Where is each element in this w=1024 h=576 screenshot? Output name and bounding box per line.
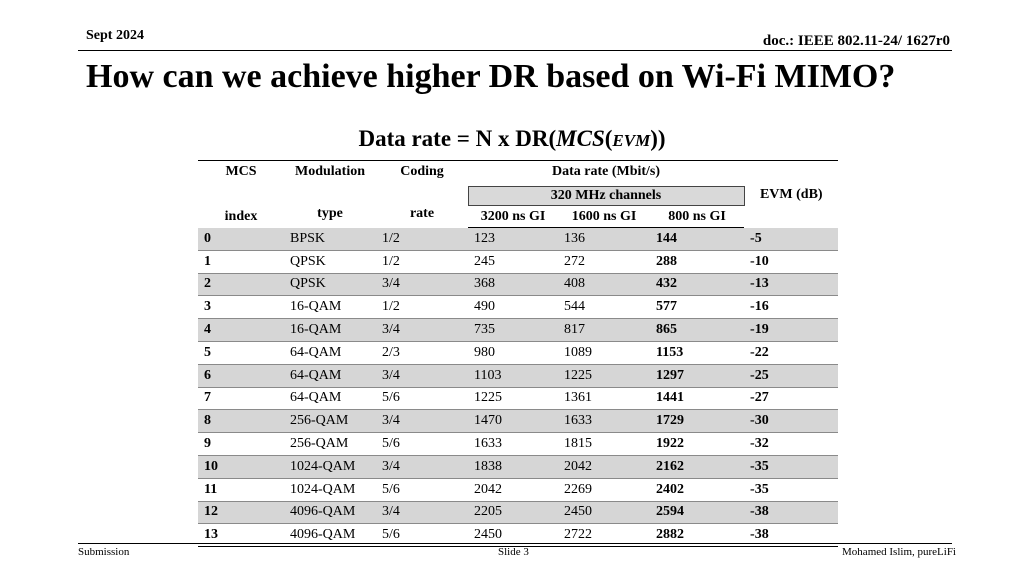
coding-rate-cell: 1/2 bbox=[376, 250, 468, 273]
formula-mcs: MCS bbox=[556, 126, 605, 151]
mcs-index-cell: 11 bbox=[198, 478, 284, 501]
rate-1600-cell: 1361 bbox=[558, 387, 650, 410]
table-row bbox=[198, 319, 838, 342]
coding-rate-cell: 3/4 bbox=[376, 319, 468, 342]
modulation-cell: 256-QAM bbox=[284, 433, 376, 456]
header-gi-800: 800 ns GI bbox=[650, 206, 744, 228]
rate-3200-cell: 1838 bbox=[468, 455, 558, 478]
coding-rate-cell: 3/4 bbox=[376, 364, 468, 387]
rate-800-cell: 2882 bbox=[650, 524, 744, 547]
table-row bbox=[198, 364, 838, 387]
rate-800-cell: 1729 bbox=[650, 410, 744, 433]
header-320mhz-channels: 320 MHz channels bbox=[468, 187, 744, 206]
table-row bbox=[198, 387, 838, 410]
modulation-cell: BPSK bbox=[284, 228, 376, 251]
rate-3200-cell: 368 bbox=[468, 273, 558, 296]
rate-3200-cell: 2205 bbox=[468, 501, 558, 524]
footer-divider bbox=[78, 543, 952, 544]
rate-1600-cell: 1633 bbox=[558, 410, 650, 433]
header-gi-3200: 3200 ns GI bbox=[468, 206, 558, 228]
rate-800-cell: 432 bbox=[650, 273, 744, 296]
rate-3200-cell: 1103 bbox=[468, 364, 558, 387]
coding-rate-cell: 5/6 bbox=[376, 524, 468, 547]
rate-1600-cell: 2042 bbox=[558, 455, 650, 478]
modulation-cell: 16-QAM bbox=[284, 296, 376, 319]
coding-rate-cell: 3/4 bbox=[376, 410, 468, 433]
rate-3200-cell: 1225 bbox=[468, 387, 558, 410]
evm-cell: -27 bbox=[744, 387, 838, 410]
mcs-index-cell: 6 bbox=[198, 364, 284, 387]
footer-author: Mohamed Islim, pureLiFi bbox=[842, 546, 956, 558]
header-evm-spacer bbox=[744, 161, 838, 187]
rate-1600-cell: 2450 bbox=[558, 501, 650, 524]
table-row bbox=[198, 501, 838, 524]
rate-3200-cell: 735 bbox=[468, 319, 558, 342]
rate-800-cell: 1153 bbox=[650, 341, 744, 364]
rate-800-cell: 144 bbox=[650, 228, 744, 251]
table-row bbox=[198, 410, 838, 433]
modulation-cell: 16-QAM bbox=[284, 319, 376, 342]
rate-800-cell: 1297 bbox=[650, 364, 744, 387]
modulation-cell: 1024-QAM bbox=[284, 455, 376, 478]
rate-800-cell: 2402 bbox=[650, 478, 744, 501]
footer-submission: Submission bbox=[78, 546, 130, 558]
rate-3200-cell: 245 bbox=[468, 250, 558, 273]
data-rate-formula bbox=[0, 126, 1024, 152]
modulation-cell: QPSK bbox=[284, 273, 376, 296]
mcs-index-cell: 5 bbox=[198, 341, 284, 364]
header-spacer bbox=[198, 187, 284, 206]
mcs-index-cell: 3 bbox=[198, 296, 284, 319]
coding-rate-cell: 1/2 bbox=[376, 296, 468, 319]
rate-3200-cell: 2450 bbox=[468, 524, 558, 547]
table-row bbox=[198, 250, 838, 273]
evm-cell: -16 bbox=[744, 296, 838, 319]
mcs-index-cell: 9 bbox=[198, 433, 284, 456]
header-rate: rate bbox=[409, 205, 435, 221]
rate-800-cell: 2594 bbox=[650, 501, 744, 524]
rate-3200-cell: 1470 bbox=[468, 410, 558, 433]
rate-800-cell: 2162 bbox=[650, 455, 744, 478]
table-row bbox=[198, 341, 838, 364]
formula-prefix: Data rate = N x DR( bbox=[358, 126, 557, 151]
evm-cell: -35 bbox=[744, 478, 838, 501]
header-divider bbox=[78, 50, 952, 51]
header-evm: EVM (dB) bbox=[759, 186, 823, 202]
header-gi-1600: 1600 ns GI bbox=[558, 206, 650, 228]
mcs-index-cell: 0 bbox=[198, 228, 284, 251]
rate-1600-cell: 2269 bbox=[558, 478, 650, 501]
mcs-index-cell: 8 bbox=[198, 410, 284, 433]
rate-3200-cell: 1633 bbox=[468, 433, 558, 456]
mcs-index-cell: 13 bbox=[198, 524, 284, 547]
evm-cell: -35 bbox=[744, 455, 838, 478]
modulation-cell: 64-QAM bbox=[284, 387, 376, 410]
rate-3200-cell: 2042 bbox=[468, 478, 558, 501]
table-row bbox=[198, 273, 838, 296]
mcs-index-cell: 7 bbox=[198, 387, 284, 410]
evm-cell: -10 bbox=[744, 250, 838, 273]
table-row bbox=[198, 433, 838, 456]
mcs-index-cell: 1 bbox=[198, 250, 284, 273]
evm-cell: -32 bbox=[744, 433, 838, 456]
rate-1600-cell: 1089 bbox=[558, 341, 650, 364]
evm-cell: -22 bbox=[744, 341, 838, 364]
modulation-cell: 64-QAM bbox=[284, 364, 376, 387]
rate-1600-cell: 136 bbox=[558, 228, 650, 251]
rate-800-cell: 288 bbox=[650, 250, 744, 273]
rate-1600-cell: 408 bbox=[558, 273, 650, 296]
header-doc-id: doc.: IEEE 802.11-24/ 1627r0 bbox=[762, 33, 950, 49]
modulation-cell: 64-QAM bbox=[284, 341, 376, 364]
evm-cell: -19 bbox=[744, 319, 838, 342]
rate-3200-cell: 123 bbox=[468, 228, 558, 251]
mcs-table-body bbox=[198, 228, 838, 547]
rate-800-cell: 1441 bbox=[650, 387, 744, 410]
header-mcs: MCS bbox=[198, 161, 284, 187]
rate-3200-cell: 980 bbox=[468, 341, 558, 364]
coding-rate-cell: 5/6 bbox=[376, 478, 468, 501]
mcs-index-cell: 10 bbox=[198, 455, 284, 478]
evm-cell: -5 bbox=[744, 228, 838, 251]
rate-1600-cell: 1815 bbox=[558, 433, 650, 456]
header-spacer bbox=[376, 187, 468, 206]
coding-rate-cell: 1/2 bbox=[376, 228, 468, 251]
evm-cell: -25 bbox=[744, 364, 838, 387]
modulation-cell: 4096-QAM bbox=[284, 501, 376, 524]
evm-cell: -30 bbox=[744, 410, 838, 433]
coding-rate-cell: 5/6 bbox=[376, 433, 468, 456]
rate-800-cell: 865 bbox=[650, 319, 744, 342]
evm-cell: -38 bbox=[744, 524, 838, 547]
table-row bbox=[198, 455, 838, 478]
table-row bbox=[198, 228, 838, 251]
mcs-index-cell: 4 bbox=[198, 319, 284, 342]
rate-1600-cell: 1225 bbox=[558, 364, 650, 387]
rate-1600-cell: 272 bbox=[558, 250, 650, 273]
slide-title: How can we achieve higher DR based on Wi-Fi MIMO? bbox=[86, 58, 896, 95]
header-index: index bbox=[224, 208, 258, 224]
rate-3200-cell: 490 bbox=[468, 296, 558, 319]
rate-1600-cell: 817 bbox=[558, 319, 650, 342]
evm-cell: -38 bbox=[744, 501, 838, 524]
header-type: type bbox=[317, 205, 343, 221]
rate-800-cell: 577 bbox=[650, 296, 744, 319]
header-coding: Coding bbox=[376, 161, 468, 187]
table-row bbox=[198, 296, 838, 319]
header-modulation: Modulation bbox=[284, 161, 376, 187]
header-data-rate: Data rate (Mbit/s) bbox=[468, 161, 744, 187]
rate-1600-cell: 2722 bbox=[558, 524, 650, 547]
header-spacer bbox=[284, 187, 376, 206]
modulation-cell: 1024-QAM bbox=[284, 478, 376, 501]
mcs-index-cell: 2 bbox=[198, 273, 284, 296]
coding-rate-cell: 3/4 bbox=[376, 273, 468, 296]
rate-1600-cell: 544 bbox=[558, 296, 650, 319]
formula-close: )) bbox=[650, 126, 666, 151]
rate-800-cell: 1922 bbox=[650, 433, 744, 456]
mcs-index-cell: 12 bbox=[198, 501, 284, 524]
mcs-table bbox=[198, 160, 838, 547]
header-date: Sept 2024 bbox=[86, 28, 144, 43]
coding-rate-cell: 3/4 bbox=[376, 501, 468, 524]
coding-rate-cell: 2/3 bbox=[376, 341, 468, 364]
coding-rate-cell: 3/4 bbox=[376, 455, 468, 478]
formula-open: ( bbox=[604, 126, 613, 151]
evm-cell: -13 bbox=[744, 273, 838, 296]
formula-evm: EVM bbox=[612, 131, 651, 150]
table-row bbox=[198, 478, 838, 501]
coding-rate-cell: 5/6 bbox=[376, 387, 468, 410]
mcs-data-table bbox=[198, 160, 838, 547]
modulation-cell: 4096-QAM bbox=[284, 524, 376, 547]
footer-slide-number: Slide 3 bbox=[498, 546, 529, 558]
modulation-cell: 256-QAM bbox=[284, 410, 376, 433]
modulation-cell: QPSK bbox=[284, 250, 376, 273]
